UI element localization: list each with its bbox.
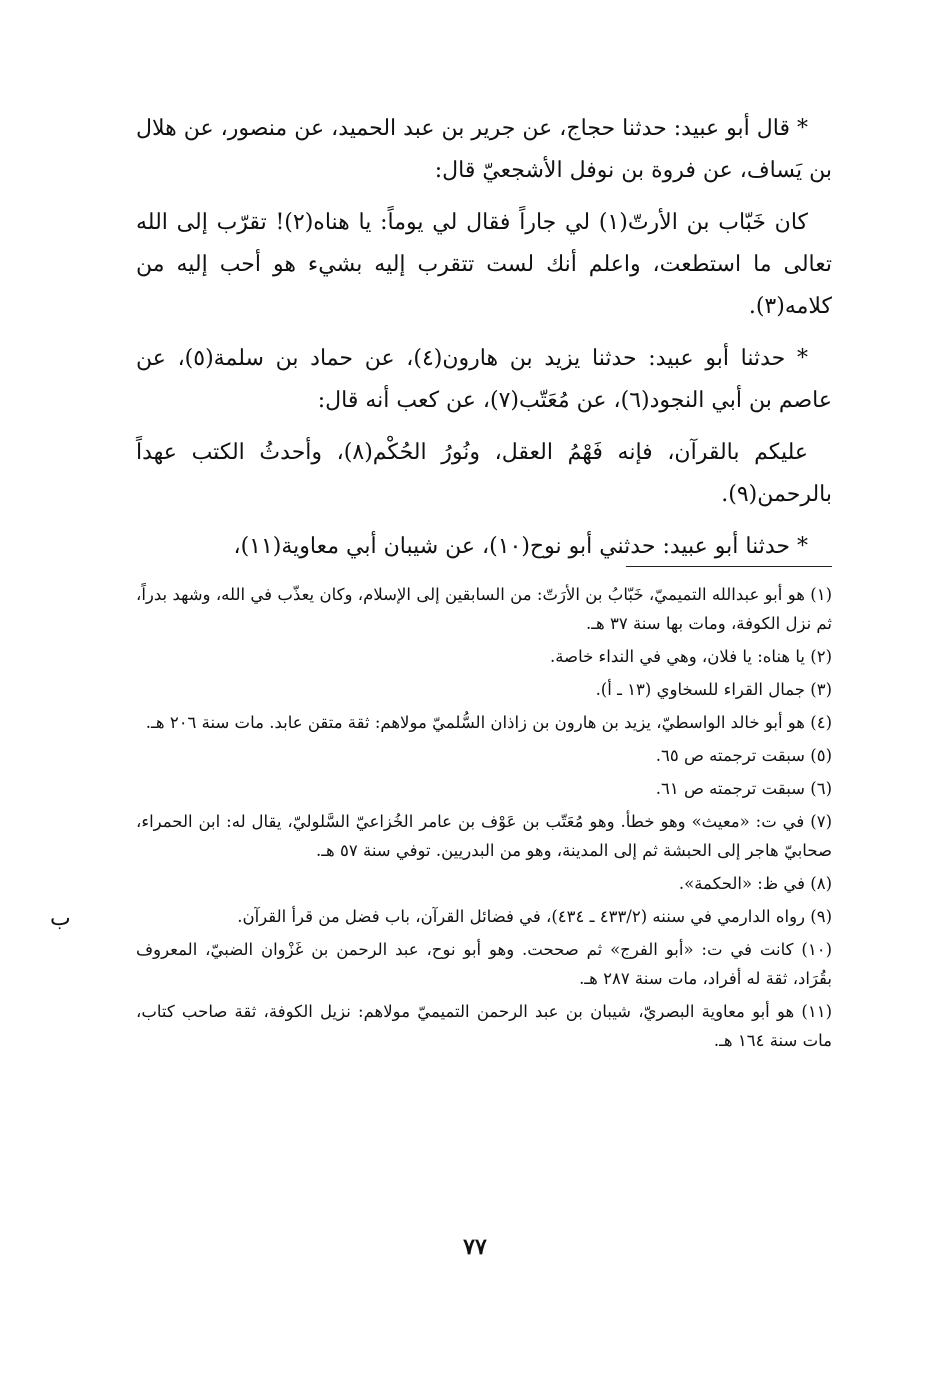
page-number: ٧٧ [463,1234,487,1260]
footnote-5: (٥) سبقت ترجمته ص ٦٥. [655,746,832,765]
footnote-9: (٩) رواه الدارمي في سننه (٤٣٣/٢ ـ ٤٣٤)، في فضائل القرآن، باب فضل من قرأ القرآن. [237,907,832,926]
footnote-11: (١١) هو أبو معاوية البصريّ، شيبان بن عبد الرحمن التميميّ مولاهم: نزيل الكوفة، ثقة صاحب كتاب، مات سنة ١٦٤ هـ. [136,1002,832,1050]
isnad-paragraph-1: * قال أبو عبيد: حدثنا حجاج، عن جرير بن عبد الحميد، عن منصور، عن هلال بن يَساف، عن فروة بن نوفل الأشجعيّ قال: [136,116,832,183]
isnad-paragraph-3: * حدثنا أبو عبيد: حدثني أبو نوح(١٠)، عن شيبان أبي معاوية(١١)، [233,534,808,559]
isnad-paragraph-2: * حدثنا أبو عبيد: حدثنا يزيد بن هارون(٤)، عن حماد بن سلمة(٥)، عن عاصم بن أبي النجود(٦)، عن مُعَتّب(٧)، عن كعب أنه قال: [136,346,832,413]
narration-paragraph-2: عليكم بالقرآن، فإنه فَهْمُ العقل، ونُورُ الحُكْم(٨)، وأحدثُ الكتب عهداً بالرحمن(٩). [136,440,832,507]
footnote-1: (١) هو أبو عبدالله التميميّ، خَبّابُ بن الأرَتّ: من السابقين إلى الإسلام، وكان يعذّب في الله، وشهد بدراً، ثم نزل الكوفة، ومات بها سنة ٣٧ هـ. [136,585,832,633]
footnotes-section [136,580,832,1059]
footnote-2: (٢) يا هناه: يا فلان، وهي في النداء خاصة. [549,647,832,666]
footnote-6: (٦) سبقت ترجمته ص ٦١. [655,779,832,798]
footnote-4: (٤) هو أبو خالد الواسطيّ، يزيد بن هارون بن زاذان السُّلميّ مولاهم: ثقة متقن عابد. مات سنة ٢٠٦ هـ. [145,713,832,732]
main-text-body [136,108,832,578]
footnote-3: (٣) جمال القراء للسخاوي (١٣ ـ أ). [595,680,832,699]
manuscript-margin-mark: ب [50,906,71,931]
footnote-7: (٧) في ت: «معيث» وهو خطأ. وهو مُعَتّب بن عَوْف بن عامر الخُزاعيّ السَّلوليّ، يقال له: ابن الحمراء، صحابيّ هاجر إلى الحبشة ثم إلى المدينة، وهو من البدريين. توفي سنة ٥٧ هـ. [136,812,832,860]
narration-paragraph-1: كان خَبّاب بن الأرتّ(١) لي جاراً فقال لي يوماً: يا هناه(٢)! تقرّب إلى الله تعالى ما استطعت، واعلم أنك لست تتقرب إليه بشيء هو أحب إليه من كلامه(٣). [136,210,832,319]
footnote-10: (١٠) كانت في ت: «أبو الفرج» ثم صححت. وهو أبو نوح، عبد الرحمن بن غَزْوان الضبيّ، المعروف بقُرَاد، ثقة له أفراد، مات سنة ٢٨٧ هـ. [136,940,832,988]
footnote-8: (٨) في ظ: «الحكمة». [678,874,832,893]
footnote-divider [626,566,832,567]
